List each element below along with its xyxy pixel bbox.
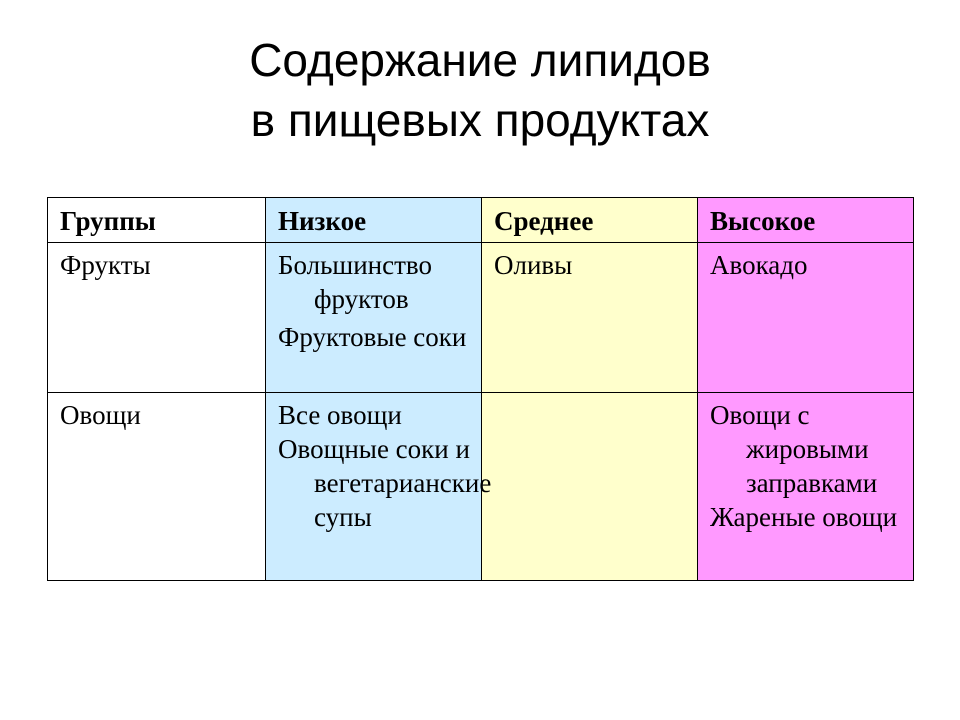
row-fruits-high xyxy=(698,243,914,393)
table-row xyxy=(48,243,914,393)
header-mid: Среднее xyxy=(482,198,698,243)
list-item: Овощные соки и вегетарианские супы xyxy=(278,434,492,532)
row-vegetables-group: Овощи xyxy=(48,393,266,581)
lipid-content-table xyxy=(47,197,914,581)
slide-title-line-1: Содержание липидов xyxy=(249,34,711,86)
table-row xyxy=(48,393,914,581)
header-high: Высокое xyxy=(698,198,914,243)
header-low: Низкое xyxy=(266,198,482,243)
row-vegetables-low xyxy=(266,393,492,581)
list-item: Фруктовые соки xyxy=(278,322,467,352)
row-vegetables-high xyxy=(698,393,914,581)
list-item: Авокадо xyxy=(710,250,808,280)
row-vegetables-mid xyxy=(482,393,698,581)
row-fruits-low xyxy=(266,243,482,393)
slide-title xyxy=(0,30,960,150)
slide-title-line-2: в пищевых продуктах xyxy=(250,94,710,146)
list-item: Большинство фруктов xyxy=(278,250,432,314)
list-item: Овощи с жировыми заправками xyxy=(710,400,878,498)
header-group: Группы xyxy=(48,198,266,243)
row-fruits-mid xyxy=(482,243,698,393)
list-item: Оливы xyxy=(494,250,573,280)
row-fruits-group: Фрукты xyxy=(48,243,266,393)
list-item: Все овощи xyxy=(278,400,402,430)
list-item: Жареные овощи xyxy=(710,502,898,532)
table-header-row xyxy=(48,198,914,243)
